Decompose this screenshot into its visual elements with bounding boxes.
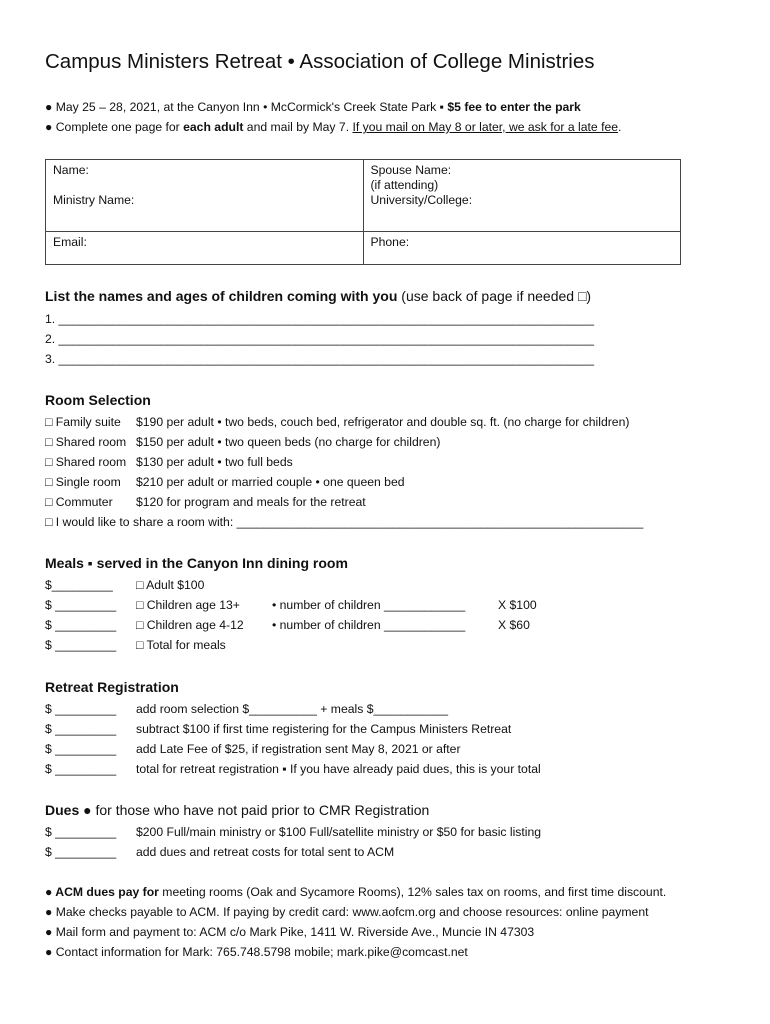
dues-amount[interactable]: $ _________ bbox=[45, 845, 117, 859]
child-line-1[interactable]: 1. _______________________________________________________________________________ bbox=[45, 312, 595, 326]
dues-coverage-rest: meeting rooms (Oak and Sycamore Rooms), 12% sales tax on rooms, and first time discount. bbox=[158, 885, 667, 899]
registration-amount[interactable]: $ _________ bbox=[45, 702, 117, 716]
room-option-desc: $120 for program and meals for the retreat bbox=[136, 495, 366, 509]
meal-amount[interactable]: $ _________ bbox=[45, 598, 117, 612]
spouse-university-cell[interactable] bbox=[363, 160, 681, 232]
email-cell[interactable] bbox=[46, 232, 364, 265]
dues-desc: add dues and retreat costs for total sent to ACM bbox=[136, 845, 395, 859]
registration-amount[interactable]: $ _________ bbox=[45, 742, 117, 756]
spouse-field-label: Spouse Name: bbox=[370, 163, 452, 177]
dues-coverage-note bbox=[45, 885, 666, 899]
dues-heading bbox=[45, 802, 429, 818]
registration-amount[interactable]: $ _________ bbox=[45, 722, 117, 736]
meal-rate: X $100 bbox=[498, 598, 537, 612]
child-line-3[interactable]: 3. _______________________________________________________________________________ bbox=[45, 352, 595, 366]
university-field-label: University/College: bbox=[370, 193, 473, 207]
meal-amount[interactable]: $_________ bbox=[45, 578, 113, 592]
meal-item[interactable]: □ Adult $100 bbox=[136, 578, 205, 592]
intro-mail-e: . bbox=[618, 120, 622, 134]
room-option-desc: $210 per adult or married couple • one queen bed bbox=[136, 475, 405, 489]
room-option-label[interactable]: □ Commuter bbox=[45, 495, 113, 509]
room-option-label[interactable]: □ Family suite bbox=[45, 415, 121, 429]
children-heading-bold: List the names and ages of children coming with you bbox=[45, 288, 398, 304]
meal-item[interactable]: □ Children age 4-12 bbox=[136, 618, 244, 632]
park-fee-text: $5 fee to enter the park bbox=[447, 100, 581, 114]
phone-cell[interactable] bbox=[363, 232, 681, 265]
meal-item[interactable]: □ Total for meals bbox=[136, 638, 226, 652]
room-option-desc: $190 per adult • two beds, couch bed, refrigerator and double sq. ft. (no charge for children) bbox=[136, 415, 630, 429]
room-option-desc: $150 per adult • two queen beds (no charge for children) bbox=[136, 435, 441, 449]
dues-heading-bold: Dues ● bbox=[45, 802, 92, 818]
name-field-label: Name: bbox=[53, 163, 89, 177]
spouse-note: (if attending) bbox=[370, 178, 439, 192]
phone-field-label: Phone: bbox=[370, 235, 410, 249]
dues-heading-note: for those who have not paid prior to CMR Registration bbox=[91, 802, 430, 818]
intro-mail-a: ● Complete one page for bbox=[45, 120, 184, 134]
share-room-line[interactable]: □ I would like to share a room with: ____________________________________________________________ bbox=[45, 515, 644, 529]
intro-dates-text: ● May 25 – 28, 2021, at the Canyon Inn • McCormick's Creek State Park ▪ bbox=[45, 100, 448, 114]
name-ministry-cell[interactable] bbox=[46, 160, 364, 232]
meal-child-count[interactable]: • number of children ____________ bbox=[272, 598, 466, 612]
registration-desc: total for retreat registration ▪ If you have already paid dues, this is your total bbox=[136, 762, 541, 776]
dues-desc: $200 Full/main ministry or $100 Full/satellite ministry or $50 for basic listing bbox=[136, 825, 542, 839]
ministry-field-label: Ministry Name: bbox=[53, 193, 135, 207]
room-option-label[interactable]: □ Shared room bbox=[45, 435, 127, 449]
room-option-label[interactable]: □ Single room bbox=[45, 475, 121, 489]
meals-heading: Meals ▪ served in the Canyon Inn dining room bbox=[45, 555, 348, 571]
room-option-label[interactable]: □ Shared room bbox=[45, 455, 127, 469]
meal-amount[interactable]: $ _________ bbox=[45, 618, 117, 632]
registration-desc: add Late Fee of $25, if registration sent May 8, 2021 or after bbox=[136, 742, 461, 756]
dues-amount[interactable]: $ _________ bbox=[45, 825, 117, 839]
room-heading: Room Selection bbox=[45, 392, 151, 408]
registration-desc: subtract $100 if first time registering for the Campus Ministers Retreat bbox=[136, 722, 512, 736]
meal-child-count[interactable]: • number of children ____________ bbox=[272, 618, 466, 632]
contact-note: ● Contact information for Mark: 765.748.5798 mobile; mark.pike@comcast.net bbox=[45, 945, 468, 959]
meal-amount[interactable]: $ _________ bbox=[45, 638, 117, 652]
children-heading-note: (use back of page if needed □) bbox=[397, 288, 592, 304]
dues-coverage-bold: ● ACM dues pay for bbox=[45, 885, 159, 899]
meal-item[interactable]: □ Children age 13+ bbox=[136, 598, 240, 612]
registration-amount[interactable]: $ _________ bbox=[45, 762, 117, 776]
room-option-desc: $130 per adult • two full beds bbox=[136, 455, 293, 469]
intro-mail-b: each adult bbox=[183, 120, 244, 134]
mailing-address-note: ● Mail form and payment to: ACM c/o Mark Pike, 1411 W. Riverside Ave., Muncie IN 47303 bbox=[45, 925, 535, 939]
children-heading bbox=[45, 288, 591, 304]
attendee-info-table bbox=[45, 159, 681, 265]
meal-rate: X $60 bbox=[498, 618, 530, 632]
registration-heading: Retreat Registration bbox=[45, 679, 179, 695]
late-fee-notice: If you mail on May 8 or later, we ask for a late fee bbox=[352, 120, 619, 134]
page-title: Campus Ministers Retreat • Association of College Ministries bbox=[45, 50, 595, 73]
child-line-2[interactable]: 2. _______________________________________________________________________________ bbox=[45, 332, 595, 346]
intro-mail-c: and mail by May 7. bbox=[243, 120, 353, 134]
payment-note: ● Make checks payable to ACM. If paying by credit card: www.aofcm.org and choose resources: online payment bbox=[45, 905, 649, 919]
email-field-label: Email: bbox=[53, 235, 87, 249]
registration-desc[interactable]: add room selection $__________ + meals $___________ bbox=[136, 702, 449, 716]
intro-line-dates bbox=[45, 100, 581, 114]
intro-line-mail bbox=[45, 120, 621, 134]
